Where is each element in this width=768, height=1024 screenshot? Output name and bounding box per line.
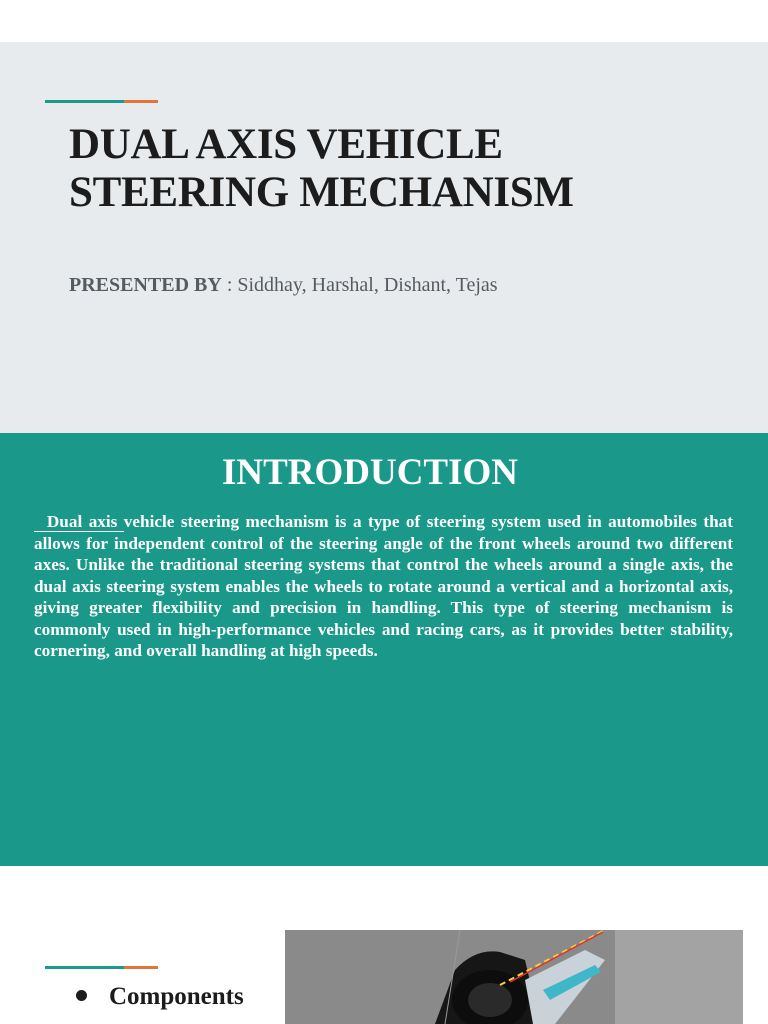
- accent-line: [45, 966, 158, 969]
- intro-body-text: vehicle steering mechanism is a type of steering system used in automobiles that allows for independent control of the steering angle of the front wheels around two different axes. Unlike the traditional steering systems that control the wheels around a single axis, the dual axis steering system enables the wheels to rotate around a vertical and a horizontal axis, giving greater flexibility and precision in handling. This type of steering mechanism is commonly used in high-performance vehicles and racing cars, as it provides better stability, cornering, and overall handling at high speeds.: [34, 512, 733, 660]
- intro-heading: INTRODUCTION: [221, 452, 519, 493]
- presented-by-label: PRESENTED BY: [69, 274, 222, 296]
- intro-body: [34, 511, 733, 662]
- race-car-image: [285, 930, 743, 1024]
- components-bullet: [76, 983, 244, 1011]
- slide-title: [69, 121, 729, 217]
- presented-by: [69, 274, 498, 297]
- presenter-names: : Siddhay, Harshal, Dishant, Tejas: [221, 274, 498, 296]
- introduction-slide: [0, 433, 768, 866]
- accent-line: [45, 100, 158, 103]
- components-label: Components: [109, 983, 244, 1010]
- components-slide: [0, 907, 768, 1024]
- title-line-1: DUAL AXIS VEHICLE: [69, 121, 503, 168]
- title-slide: [0, 42, 768, 434]
- bullet-icon: [76, 990, 87, 1001]
- car-photo: [285, 930, 743, 1024]
- title-line-2: STEERING MECHANISM: [69, 169, 574, 216]
- intro-body-lead: Dual axis: [34, 512, 124, 531]
